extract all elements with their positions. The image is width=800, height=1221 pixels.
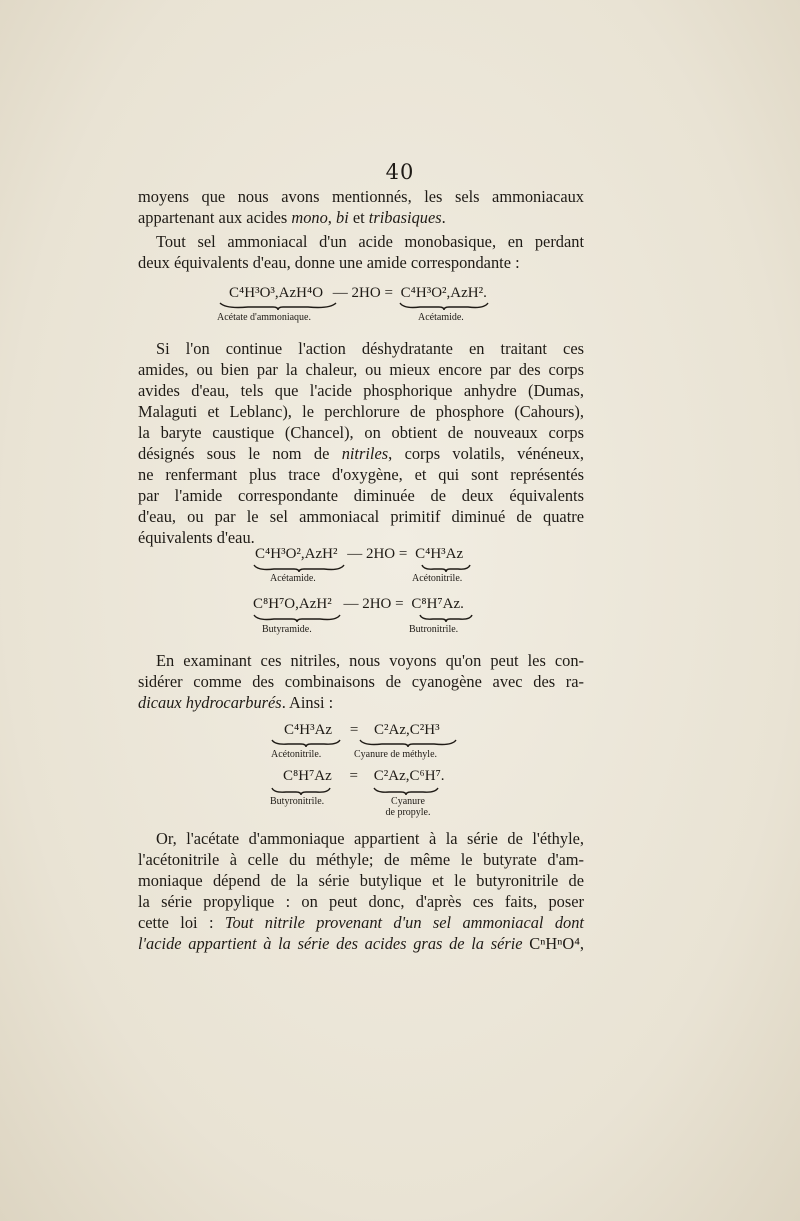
text-line: appartenant aux acides mono, bi et tribasiques. [138, 208, 446, 227]
underbrace-icon [398, 301, 490, 311]
text-line: amides, ou bien par la chaleur, ou mieux encore par des corps [138, 360, 584, 379]
text-line: deux équivalents d'eau, donne une amide correspondante : [138, 253, 520, 272]
caption-acetonitrile: Acétonitrile. [412, 573, 463, 584]
underbrace-icon [218, 301, 338, 311]
text-line: la série propylique : on peut donc, d'après ces faits, poser [138, 892, 584, 911]
equation-5 [283, 768, 445, 785]
equation-2 [255, 546, 463, 563]
underbrace-icon [372, 786, 440, 796]
underbrace-icon [358, 738, 458, 748]
formula-right: C²Az,C²H³ [374, 722, 440, 738]
text-line: désignés sous le nom de nitriles, corps volatils, vénéneux, [138, 444, 584, 463]
formula-operator: — 2HO = [332, 285, 393, 301]
formula-right: C⁴H³O²,AzH². [400, 285, 487, 301]
caption-butyramide: Butyramide. [262, 624, 312, 635]
text-line: la baryte caustique (Chancel), on obtient de nouveaux corps [138, 423, 584, 442]
caption-butyronitrile: Butyronitrile. [270, 796, 325, 807]
text-line: moniaque dépend de la série butylique et le butyronitrile de [138, 871, 584, 890]
page-number: 40 [385, 160, 415, 184]
equation-4 [284, 722, 440, 739]
formula-left: C⁸H⁷O,AzH² [253, 596, 332, 612]
formula-right: C⁸H⁷Az. [411, 596, 464, 612]
caption-acetamide-2: Acétamide. [270, 573, 316, 584]
underbrace-icon [270, 786, 332, 796]
underbrace-icon [270, 738, 342, 748]
text-line: avides d'eau, tels que l'acide phosphorique anhydre (Dumas, [138, 381, 584, 400]
caption-acetamide: Acétamide. [418, 312, 464, 323]
equation-3 [253, 596, 464, 613]
text-line: Tout sel ammoniacal d'un acide monobasique, en perdant [156, 232, 584, 251]
caption-butronitrile: Butronitrile. [409, 624, 459, 635]
text-line: Or, l'acétate d'ammoniaque appartient à la série de l'éthyle, [156, 829, 584, 848]
text-line: par l'amide correspondante diminuée de deux équivalents [138, 486, 584, 505]
formula-operator: = [349, 722, 359, 738]
text-line: ne renfermant plus trace d'oxygène, et qui sont représentés [138, 465, 584, 484]
formula-operator: — 2HO = [347, 546, 408, 562]
formula-left: C⁴H³O³,AzH⁴O [229, 285, 324, 301]
text-line: l'acétonitrile à celle du méthyle; de même le butyrate d'am- [138, 850, 584, 869]
underbrace-icon [418, 613, 474, 623]
paragraph-amide [138, 231, 584, 273]
paragraph-nitriles [138, 338, 584, 548]
caption-methyl-cyanide: Cyanure de méthyle. [354, 749, 438, 760]
text-line: sidérer comme des combinaisons de cyanogène avec des ra- [138, 672, 584, 691]
formula-operator: — 2HO = [343, 596, 404, 612]
underbrace-icon [252, 563, 346, 573]
text-line: Si l'on continue l'action déshydratante en traitant ces [156, 339, 584, 358]
text-line: moyens que nous avons mentionnés, les sels ammoniacaux [138, 187, 584, 206]
paragraph-cyanogen [138, 650, 584, 713]
text-line: Malaguti et Leblanc), le perchlorure de phosphore (Cahours), [138, 402, 584, 421]
text-line: dicaux hydrocarburés. Ainsi : [138, 693, 334, 712]
text-line: équivalents d'eau. [138, 528, 255, 547]
caption-acetonitrile-2: Acétonitrile. [271, 749, 322, 760]
underbrace-icon [252, 613, 342, 623]
paragraph-law [138, 828, 584, 954]
text-line: cette loi : Tout nitrile provenant d'un sel ammoniacal dont [138, 913, 584, 932]
formula-right: C⁴H³Az [415, 546, 464, 562]
caption-ammonium-acetate: Acétate d'ammoniaque. [217, 312, 311, 323]
text-line: d'eau, ou par le sel ammoniacal primitif diminué de quatre [138, 507, 584, 526]
paragraph-intro [138, 186, 584, 228]
text-line: l'acide appartient à la série des acides gras de la série CⁿHⁿO⁴, [138, 934, 585, 953]
formula-operator: = [349, 768, 359, 784]
formula-left: C⁸H⁷Az [283, 768, 332, 784]
caption-propyl-cyanide: Cyanure de propyle. [385, 796, 431, 818]
equation-1 [229, 285, 487, 302]
underbrace-icon [420, 563, 472, 573]
formula-left: C⁴H³O²,AzH² [255, 546, 338, 562]
formula-left: C⁴H³Az [284, 722, 333, 738]
text-line: En examinant ces nitriles, nous voyons qu'on peut les con- [156, 651, 584, 670]
formula-right: C²Az,C⁶H⁷. [373, 768, 445, 784]
